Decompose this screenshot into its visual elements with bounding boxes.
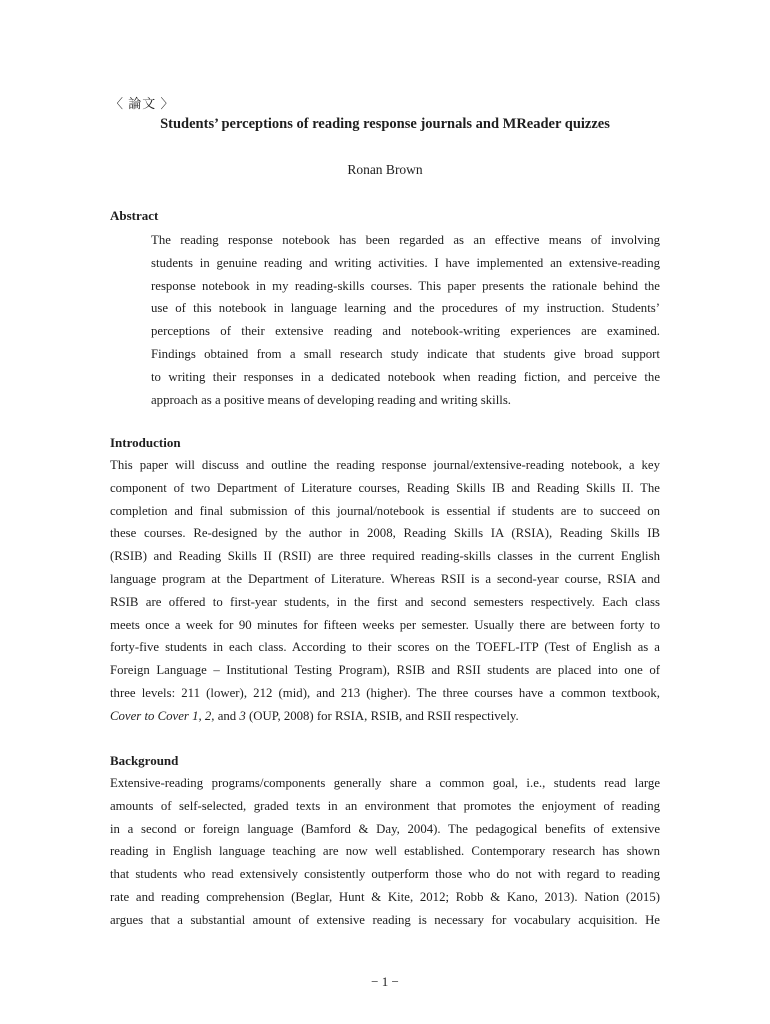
introduction-line: these courses. Re-designed by the author in 2008, Reading Skills IA (RSIA), Reading Skills IB (110, 526, 660, 541)
background-line: in a second or foreign language (Bamford & Day, 2004). The pedagogical benefits of extensive (110, 821, 660, 836)
abstract-line: response notebook in my reading-skills courses. This paper presents the rationale behind the (151, 278, 660, 293)
introduction-line: component of two Department of Literature courses, Reading Skills IB and Reading Skills II. The (110, 480, 660, 495)
introduction-heading: Introduction (110, 435, 181, 450)
introduction-line: This paper will discuss and outline the reading response journal/extensive-reading notebook, a key (110, 458, 660, 472)
introduction-line: language program at the Department of Literature. Whereas RSII is a second-year course, RSIA and (110, 571, 660, 586)
background-line: rate and reading comprehension (Beglar, Hunt & Kite, 2012; Robb & Kano, 2013). Nation (2015) (110, 889, 660, 904)
abstract-line: to writing their responses in a dedicated notebook when reading fiction, and perceive the (151, 369, 660, 384)
background-body (110, 772, 660, 932)
introduction-line: three levels: 211 (lower), 212 (mid), and 213 (higher). The three courses have a common textbook, (110, 685, 660, 700)
background-line: amounts of self-selected, graded texts in an environment that promotes the enjoyment of reading (110, 798, 660, 813)
introduction-text: (OUP, 2008) for RSIA, RSIB, and RSII respectively. (245, 708, 519, 723)
introduction-line: forty-five students in each class. According to their scores on the TOEFL-ITP (Test of English as a (110, 640, 660, 655)
category-label: 〈 論文 〉 (110, 96, 175, 111)
introduction-line: completion and final submission of this journal/notebook is essential if students are to succeed on (110, 503, 660, 518)
abstract-line: use of this notebook in language learning and the procedures of my instruction. Students’ (151, 301, 660, 316)
abstract-line: approach as a positive means of developing reading and writing skills. (151, 392, 511, 407)
introduction-line: meets once a week for 90 minutes for fifteen weeks per semester. Usually there are between forty to (110, 617, 660, 632)
abstract-heading: Abstract (110, 208, 159, 223)
author-name: Ronan Brown (347, 162, 423, 177)
introduction-line (110, 705, 660, 728)
paper-title: Students’ perceptions of reading response journals and MReader quizzes (160, 116, 610, 132)
introduction-line: Foreign Language – Institutional Testing Program), RSIB and RSII students are placed into one of (110, 663, 660, 678)
abstract-line: perceptions of their extensive reading and notebook-writing experiences are examined. (151, 324, 660, 339)
abstract-line: The reading response notebook has been regarded as an effective means of involving (151, 233, 660, 247)
background-heading: Background (110, 753, 179, 768)
background-line: reading in English language teaching are now well established. Contemporary research has shown (110, 844, 660, 859)
page-number: − 1 − (371, 974, 399, 989)
abstract-line: Findings obtained from a small research study indicate that students give broad support (151, 346, 660, 361)
introduction-text: and (214, 708, 240, 723)
introduction-body (110, 454, 660, 728)
introduction-line: RSIB are offered to first-year students, in the first and second semesters respectively. Each class (110, 594, 660, 609)
background-line: Extensive-reading programs/components generally share a common goal, i.e., students read large (110, 776, 660, 790)
background-line: that students who read extensively consistently outperform those who do not with regard to reading (110, 867, 660, 882)
abstract-body (151, 229, 660, 411)
textbook-title: 3 (239, 708, 246, 723)
abstract-line: students in genuine reading and writing activities. I have implemented an extensive-reading (151, 255, 660, 270)
introduction-line: (RSIB) and Reading Skills II (RSII) are three required reading-skills classes in the current English (110, 549, 660, 564)
textbook-title: Cover to Cover 1, 2, (110, 708, 215, 723)
background-line: argues that a substantial amount of extensive reading is necessary for vocabulary acquisition. He (110, 912, 660, 927)
